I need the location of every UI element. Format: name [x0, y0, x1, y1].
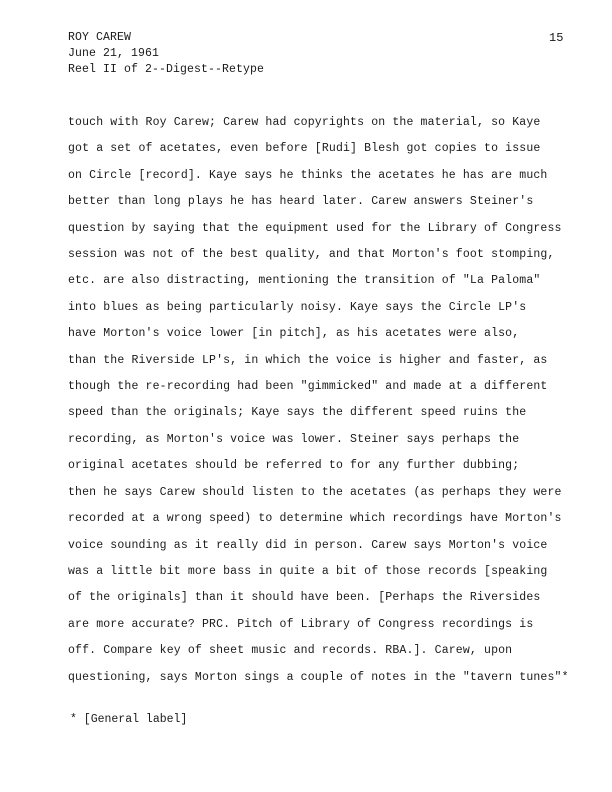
footnote: * [General label] [70, 713, 188, 726]
header-date: June 21, 1961 [68, 47, 160, 60]
document-header [68, 30, 264, 78]
body-line: questioning, says Morton sings a couple of notes in the "tavern tunes"* [68, 670, 569, 684]
header-reel: Reel II of 2--Digest--Retype [68, 63, 265, 76]
body-line: though the re-recording had been "gimmicked" and made at a different [68, 380, 548, 394]
body-line: better than long plays he has heard later. Carew answers Steiner's [68, 195, 534, 209]
body-line: was a little bit more bass in quite a bit of those records [speaking [68, 564, 548, 578]
body-line: speed than the originals; Kaye says the different speed ruins the [68, 406, 527, 420]
body-line: into blues as being particularly noisy. Kaye says the Circle LP's [68, 300, 527, 314]
body-line: etc. are also distracting, mentioning the transition of "La Paloma" [68, 274, 541, 288]
body-line: are more accurate? PRC. Pitch of Library of Congress recordings is [68, 617, 534, 631]
body-line: got a set of acetates, even before [Rudi] Blesh got copies to issue [68, 142, 541, 156]
body-line: on Circle [record]. Kaye says he thinks the acetates he has are much [68, 168, 548, 182]
page-number: 15 [549, 31, 564, 45]
body-line: question by saying that the equipment used for the Library of Congress [68, 221, 562, 235]
body-line: session was not of the best quality, and that Morton's foot stomping, [68, 248, 555, 262]
body-line: of the originals] than it should have been. [Perhaps the Riversides [68, 591, 541, 605]
body-line: original acetates should be referred to for any further dubbing; [68, 459, 520, 473]
body-line: recording, as Morton's voice was lower. Steiner says perhaps the [68, 432, 520, 446]
body-line: have Morton's voice lower [in pitch], as his acetates were also, [68, 327, 520, 341]
body-line: recorded at a wrong speed) to determine which recordings have Morton's [68, 512, 562, 526]
body-line: then he says Carew should listen to the acetates (as perhaps they were [68, 485, 562, 499]
body-line: than the Riverside LP's, in which the voice is higher and faster, as [68, 353, 548, 367]
body-line: voice sounding as it really did in person. Carew says Morton's voice [68, 538, 548, 552]
body-line: off. Compare key of sheet music and records. RBA.]. Carew, upon [68, 644, 513, 658]
body-text [68, 110, 588, 691]
header-name: ROY CAREW [68, 31, 132, 44]
body-line: touch with Roy Carew; Carew had copyrights on the material, so Kaye [68, 116, 541, 129]
